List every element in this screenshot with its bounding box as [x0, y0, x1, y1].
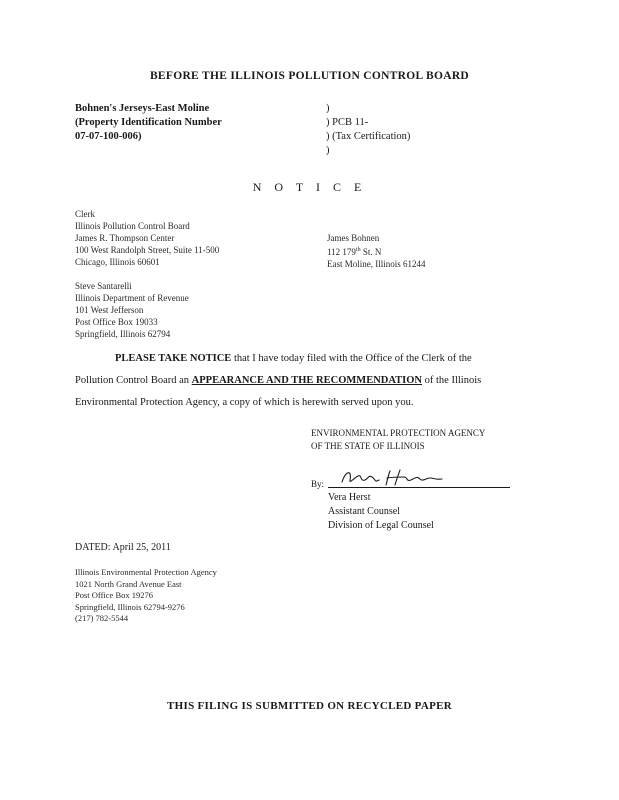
- caption-petitioner: [75, 102, 222, 144]
- address-line: 100 West Randolph Street, Suite 11-500: [75, 245, 220, 255]
- caption-right-line: ) PCB 11-: [326, 117, 369, 128]
- by-label: By:: [311, 479, 325, 489]
- address-line: Steve Santarelli: [75, 281, 132, 291]
- document-title: BEFORE THE ILLINOIS POLLUTION CONTROL BOARD: [149, 70, 470, 82]
- address-line: 112 179th St. N: [327, 247, 382, 257]
- return-address: [75, 567, 217, 625]
- return-address-line: 1021 North Grand Avenue East: [75, 578, 182, 589]
- signer-block: [328, 491, 434, 533]
- signer-name: Vera Herst: [328, 492, 371, 503]
- address-line: Clerk: [75, 209, 95, 219]
- return-address-line: Post Office Box 19276: [75, 590, 153, 600]
- address-james-bohnen: [327, 232, 426, 270]
- caption-left-line: Bohnen's Jerseys-East Moline: [75, 103, 210, 114]
- address-line: East Moline, Illinois 61244: [327, 259, 426, 269]
- dated-line: DATED: April 25, 2011: [75, 542, 171, 553]
- agency-line: ENVIRONMENTAL PROTECTION AGENCY: [311, 428, 486, 438]
- notice-text: Pollution Control Board an: [75, 375, 192, 386]
- filed-document-title: APPEARANCE AND THE RECOMMENDATION: [191, 375, 423, 386]
- caption-left-line: (Property Identification Number: [75, 117, 222, 128]
- signature-line: [328, 487, 510, 488]
- agency-line: OF THE STATE OF ILLINOIS: [311, 441, 425, 451]
- notice-paragraph-line-2: [75, 374, 555, 388]
- notice-paragraph-line-1: [115, 352, 595, 366]
- caption-right-line: ): [326, 145, 330, 156]
- address-line: Chicago, Illinois 60601: [75, 257, 160, 267]
- notice-paragraph-line-3: Environmental Protection Agency, a copy of which is herewith served upon you.: [75, 397, 414, 408]
- address-line: James Bohnen: [327, 233, 380, 243]
- caption-right-line: ): [326, 103, 330, 114]
- handwritten-signature: [338, 466, 458, 488]
- return-address-line: Springfield, Illinois 62794-9276: [75, 601, 185, 612]
- notice-text: of the Illinois: [422, 375, 482, 386]
- address-line: James R. Thompson Center: [75, 233, 175, 243]
- signer-title: Assistant Counsel: [328, 506, 400, 517]
- agency-block: [311, 427, 485, 453]
- return-address-line: Illinois Environmental Protection Agency: [75, 567, 217, 577]
- address-line: Illinois Pollution Control Board: [75, 221, 190, 231]
- caption-right-line: ) (Tax Certification): [326, 131, 411, 142]
- notice-heading: N O T I C E: [252, 180, 367, 194]
- caption-left-line: 07-07-100-006): [75, 131, 142, 142]
- return-address-line: (217) 782-5544: [75, 613, 129, 623]
- address-line: Post Office Box 19033: [75, 317, 158, 327]
- notice-text: that I have today filed with the Office of the Clerk of the: [231, 353, 472, 364]
- address-steve-santarelli: [75, 280, 189, 340]
- please-take-notice: PLEASE TAKE NOTICE: [115, 353, 232, 364]
- address-clerk: [75, 208, 219, 268]
- recycled-paper-footer: THIS FILING IS SUBMITTED ON RECYCLED PAPER: [167, 700, 452, 712]
- address-line: Illinois Department of Revenue: [75, 293, 189, 303]
- signer-division: Division of Legal Counsel: [328, 520, 434, 531]
- address-line: 101 West Jefferson: [75, 305, 144, 315]
- address-line: Springfield, Illinois 62794: [75, 329, 171, 339]
- caption-case-number: [326, 102, 410, 158]
